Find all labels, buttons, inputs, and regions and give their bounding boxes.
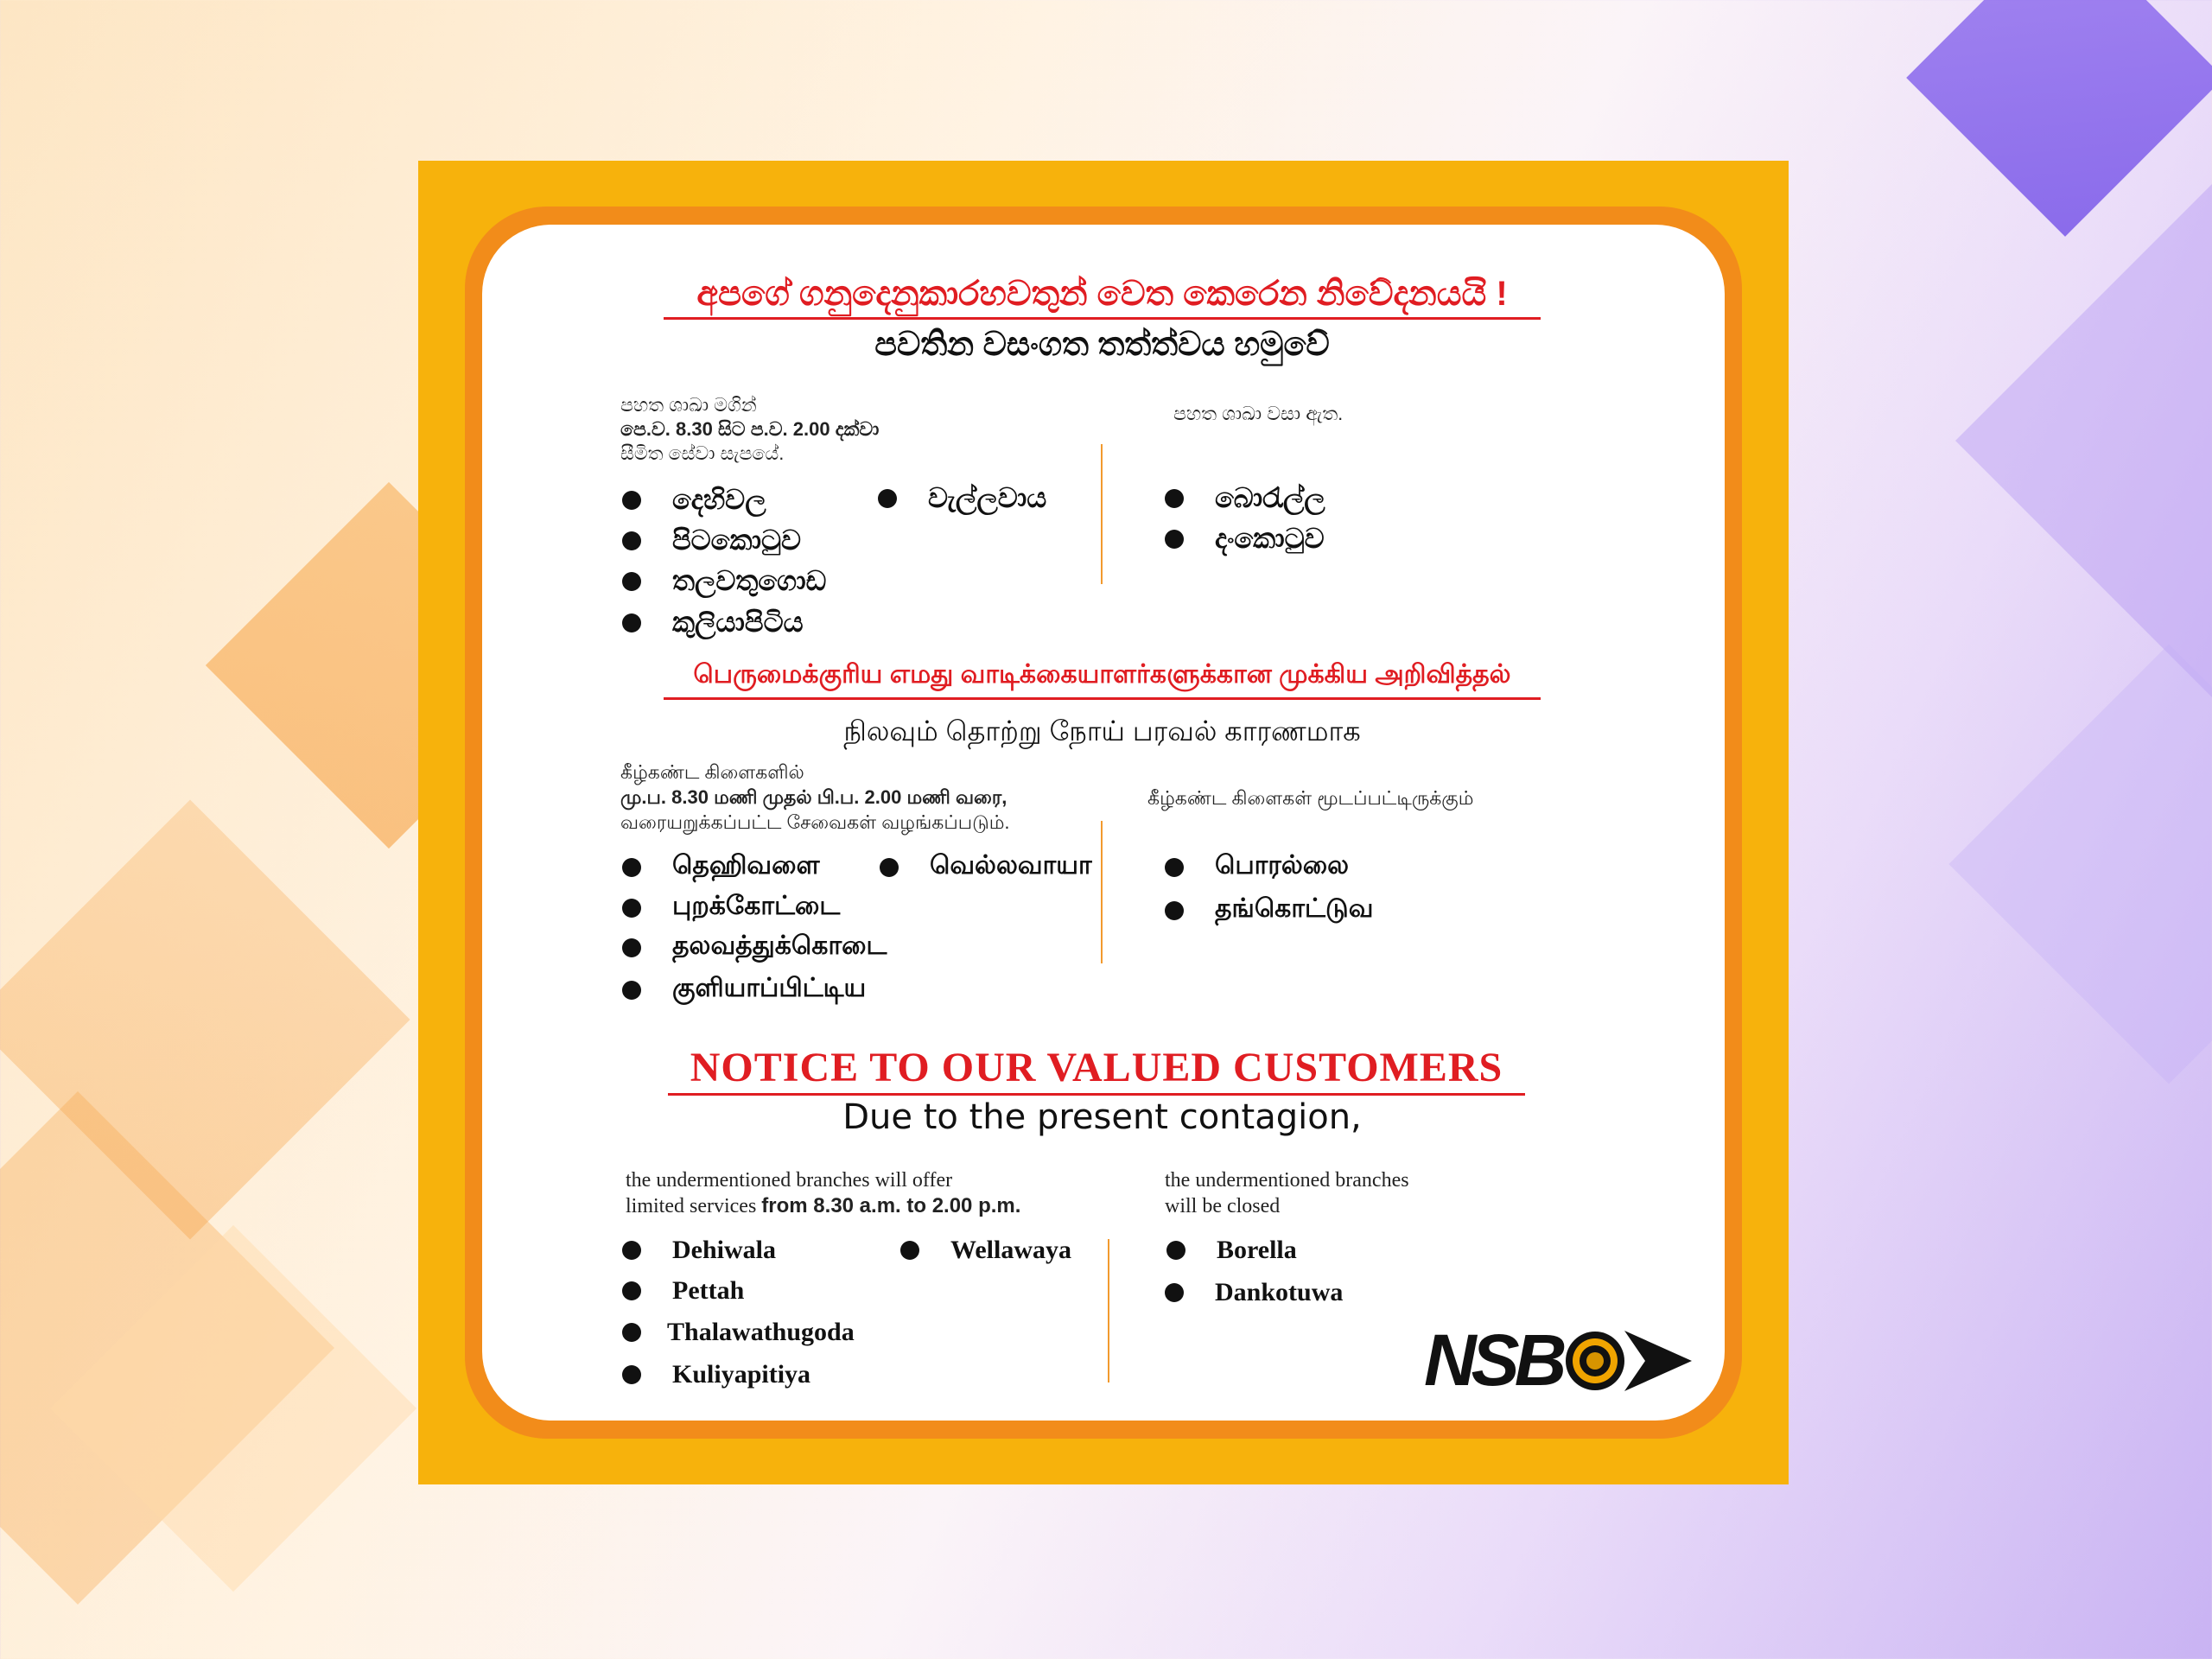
list-item: தெஹிவளை: [622, 851, 820, 884]
list-item: දංකොටුව: [1165, 523, 1325, 556]
bullet-icon: [622, 491, 641, 510]
tamil-left-line2: மு.ப. 8.30 மணி முதல் பி.ப. 2.00 மணி வரை,: [620, 786, 1007, 808]
bullet-icon: [1165, 489, 1184, 508]
bullet-icon: [622, 1241, 641, 1260]
list-item: புறக்கோட்டை: [622, 892, 840, 925]
nsb-seal-arrow-icon: [1562, 1324, 1700, 1398]
bullet-icon: [622, 1323, 641, 1342]
english-right-line2: will be closed: [1165, 1195, 1281, 1217]
list-item: Kuliyapitiya: [622, 1360, 810, 1389]
english-subtitle: Due to the present contagion,: [842, 1097, 1362, 1137]
notice-panel: [482, 225, 1725, 1421]
sinhala-left-line1: පහත ශාඛා මගින්: [620, 394, 757, 416]
list-item: තලවතුගොඩ: [622, 565, 826, 598]
bullet-icon: [622, 531, 641, 550]
sinhala-left-line3: සීමිත සේවා සැපයේ.: [620, 442, 785, 464]
list-item: பொரல்லை: [1165, 851, 1349, 884]
tamil-subtitle: நிலவும் தொற்று நோய் பரவல் காரணமாக: [843, 715, 1361, 747]
list-item: Dehiwala: [622, 1236, 776, 1265]
nsb-logo: [1424, 1319, 1700, 1401]
list-item: Borella: [1166, 1236, 1297, 1265]
column-divider: [1108, 1239, 1109, 1382]
list-item: Dankotuwa: [1165, 1278, 1343, 1307]
bullet-icon: [880, 858, 899, 877]
bullet-icon: [622, 1281, 641, 1300]
list-item: Thalawathugoda: [622, 1318, 855, 1347]
bullet-icon: [1165, 901, 1184, 920]
notice-card: [418, 161, 1789, 1484]
bullet-icon: [1166, 1241, 1185, 1260]
tamil-right-heading: கீழ்கண்ட கிளைகள் மூடப்பட்டிருக்கும்: [1147, 787, 1474, 809]
sinhala-subtitle: පවතින වසංගත තත්ත්වය හමුවේ: [874, 327, 1330, 363]
bullet-icon: [622, 572, 641, 591]
bullet-icon: [878, 489, 897, 508]
bg-diamond: [1948, 644, 2212, 1084]
bullet-icon: [622, 1365, 641, 1384]
bullet-icon: [622, 858, 641, 877]
list-item: Wellawaya: [900, 1236, 1071, 1265]
english-title: NOTICE TO OUR VALUED CUSTOMERS: [668, 1044, 1525, 1096]
bg-diamond: [1955, 184, 2212, 697]
bullet-icon: [1165, 1283, 1184, 1302]
list-item: වැල්ලවාය: [878, 482, 1046, 515]
list-item: කුලියාපිටිය: [622, 607, 804, 639]
english-left-line2: limited services from 8.30 a.m. to 2.00 p.m.: [626, 1194, 1021, 1217]
list-item: දෙහිවල: [622, 484, 766, 517]
bullet-icon: [622, 981, 641, 1000]
nsb-logo-text: NSB: [1424, 1319, 1562, 1401]
list-item: බොරැල්ල: [1165, 482, 1325, 515]
bullet-icon: [622, 613, 641, 632]
list-item: தங்கொட்டுவ: [1165, 894, 1373, 927]
list-item: வெல்லவாயா: [880, 851, 1092, 884]
tamil-left-line1: கீழ்கண்ட கிளைகளில்: [620, 761, 804, 783]
english-right-line1: the undermentioned branches: [1165, 1169, 1409, 1192]
sinhala-right-heading: පහත ශාඛා වසා ඇත.: [1173, 403, 1344, 424]
bullet-icon: [1165, 530, 1184, 549]
bullet-icon: [900, 1241, 919, 1260]
tamil-left-line3: வரையறுக்கப்பட்ட சேவைகள் வழங்கப்படும்.: [620, 811, 1010, 833]
bullet-icon: [622, 938, 641, 957]
bullet-icon: [1165, 858, 1184, 877]
list-item: தலவத்துக்கொடை: [622, 931, 887, 964]
bg-diamond: [1906, 0, 2212, 237]
tamil-title: பெருமைக்குரிய எமது வாடிக்கையாளர்களுக்கான முக்கிய அறிவித்தல்: [664, 660, 1541, 700]
list-item: குளியாப்பிட்டிய: [622, 974, 866, 1007]
sinhala-left-line2: පෙ.ව. 8.30 සිට ප.ව. 2.00 දක්වා: [620, 418, 880, 440]
sinhala-title: අපගේ ගනුදෙනුකාරහවතුන් වෙත කෙරෙන නිවේදනයයි !: [664, 275, 1541, 320]
bullet-icon: [622, 899, 641, 918]
english-left-line1: the undermentioned branches will offer: [626, 1169, 953, 1192]
column-divider: [1101, 821, 1103, 963]
list-item: පිටකොටුව: [622, 524, 801, 557]
list-item: Pettah: [622, 1276, 744, 1306]
column-divider: [1101, 444, 1103, 584]
